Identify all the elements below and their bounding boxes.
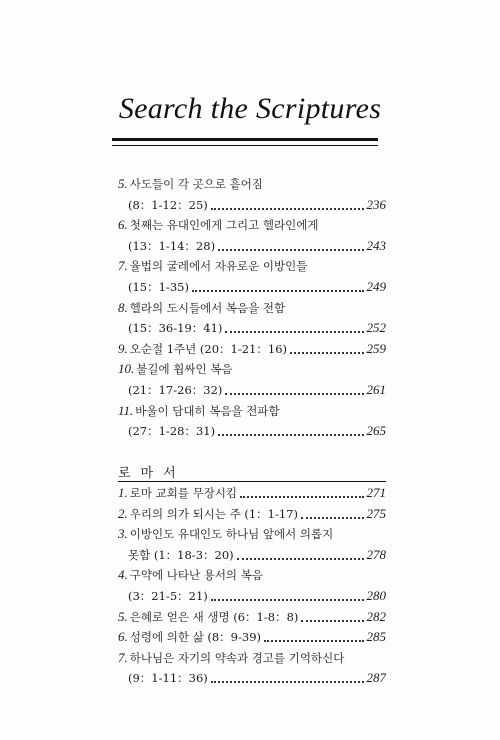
toc-page-number: 285 — [366, 629, 386, 645]
toc-entry-title: 율법의 굴레에서 자유로운 이방인들 — [129, 259, 308, 274]
toc-page-number: 275 — [366, 505, 386, 521]
toc-entry-line — [118, 628, 386, 646]
dot-leader — [225, 331, 363, 333]
dot-leader — [211, 599, 364, 601]
toc-entry-line — [118, 546, 386, 564]
title-rule — [112, 138, 378, 146]
toc-entry-line — [118, 566, 386, 584]
toc-entry-line — [118, 505, 386, 523]
toc-entry-text — [118, 587, 208, 605]
toc-page-number: 282 — [366, 608, 386, 624]
toc-entry-line — [118, 257, 386, 275]
toc-entry-title: 헬라의 도시들에서 복음을 전함 — [129, 300, 286, 315]
toc-entry-title: 은혜로 얻은 새 생명 (6：1-8：8) — [129, 609, 299, 624]
toc-entry-text — [118, 505, 298, 523]
toc-entry-text — [118, 175, 263, 193]
toc-entry-number: 3. — [118, 526, 128, 542]
toc-entry-text — [118, 525, 333, 543]
toc-entry-text — [118, 278, 189, 296]
dot-leader — [301, 620, 363, 622]
toc-entry-line — [118, 340, 386, 358]
toc-entry-text — [118, 628, 261, 646]
toc-entry-line — [118, 381, 386, 399]
toc-page-number: 243 — [366, 237, 386, 253]
toc-entry-number: 8. — [118, 299, 128, 315]
toc-entry-text — [118, 319, 222, 337]
toc-entry-line — [118, 669, 386, 687]
toc-entry-title: (9：1-11：36) — [128, 671, 208, 686]
toc-entry-line — [118, 278, 386, 296]
toc-entry-line — [118, 649, 386, 667]
toc-entry-title: 구약에 나타난 용서의 복음 — [129, 568, 263, 583]
toc-entry-text — [118, 402, 280, 420]
toc-page-number: 259 — [366, 340, 386, 356]
toc-entry-text — [118, 649, 344, 667]
toc-entry-number: 2. — [118, 505, 128, 521]
toc-entry-line — [118, 196, 386, 214]
toc-entry-line — [118, 360, 386, 378]
toc-entry-number: 7. — [118, 649, 128, 665]
toc-entry-text — [118, 669, 208, 687]
toc-entry-title: 불길에 휩싸인 복음 — [136, 362, 233, 377]
toc-entry-text — [118, 546, 234, 564]
toc-entry-number: 9. — [118, 340, 128, 356]
toc-entry-title: 오순절 1주년 (20：1-21：16) — [129, 341, 287, 356]
dot-leader — [290, 352, 364, 354]
toc-entry-title: (3：21-5：21) — [128, 589, 208, 603]
toc-entry-title: (21：17-26：32) — [128, 383, 223, 397]
toc-entry-number: 5. — [118, 176, 128, 191]
toc-page-number: 287 — [366, 670, 386, 686]
dot-leader — [192, 290, 364, 292]
toc-entry-number: 4. — [118, 567, 128, 583]
toc-entry-text — [118, 566, 263, 584]
toc-entry-text — [118, 237, 215, 255]
toc-page-number: 249 — [366, 279, 386, 294]
toc-page-number: 271 — [366, 485, 386, 500]
toc-entry-number: 10. — [118, 361, 135, 377]
toc-entry-number: 6. — [118, 629, 128, 645]
toc-entry-text — [118, 216, 318, 234]
toc-entry-title: 성령에 의한 삶 (8：9-39) — [129, 630, 261, 645]
toc-entry-title: 이방인도 유대인도 하나님 앞에서 의롭지 — [129, 527, 334, 542]
toc-entry-text — [118, 484, 237, 502]
dot-leader — [218, 249, 363, 251]
toc-entry-line — [118, 587, 386, 605]
toc-page-number: 280 — [366, 588, 386, 603]
toc-entry-title: 하나님은 자기의 약속과 경고를 기억하신다 — [129, 650, 345, 665]
section-heading-romans: 로마서 — [118, 466, 186, 481]
toc-entry-number: 6. — [118, 217, 128, 233]
toc-entry-line — [118, 402, 386, 420]
toc-entry-number: 7. — [118, 258, 128, 274]
toc-page-number: 278 — [366, 546, 386, 562]
toc-entry-title: (15：1-35) — [128, 280, 189, 294]
dot-leader — [211, 208, 364, 210]
dot-leader — [264, 640, 364, 642]
toc-entry-title: (8：1-12：25) — [128, 197, 208, 212]
toc-entry-line — [118, 525, 386, 543]
toc-entry-line — [118, 175, 386, 193]
toc-page-number: 236 — [366, 196, 386, 212]
page-title: Search the Scriptures — [118, 92, 382, 125]
toc-entry-title: 첫째는 유대인에게 그리고 헬라인에게 — [129, 218, 319, 233]
section-rule — [118, 481, 386, 482]
toc-entry-text — [118, 257, 307, 275]
toc-page-number: 252 — [366, 320, 386, 336]
dot-leader — [218, 434, 363, 436]
toc-page-number: 265 — [366, 423, 386, 439]
toc-entry-title: 바울이 담대히 복음을 전파함 — [135, 403, 280, 418]
toc-entry-title: (27：1-28：31) — [128, 424, 216, 439]
toc-entry-text — [118, 422, 215, 440]
toc-entry-text — [118, 196, 208, 214]
toc-entry-title: 사도들이 각 곳으로 흩어짐 — [129, 177, 263, 191]
toc-entry-title: 못함 (1：18-3：20) — [128, 547, 234, 562]
toc-entry-line — [118, 299, 386, 317]
toc-entry-line — [118, 216, 386, 234]
dot-leader — [211, 681, 364, 683]
toc-entry-text — [118, 360, 232, 378]
toc-entry-title: (15：36-19：41) — [128, 321, 223, 336]
toc-entry-line — [118, 237, 386, 255]
toc-entry-text — [118, 381, 222, 399]
dot-leader — [237, 558, 364, 560]
toc-entry-line — [118, 484, 386, 502]
toc-entry-text — [118, 299, 285, 317]
toc-entry-line — [118, 422, 386, 440]
toc-entry-number: 11. — [118, 402, 134, 418]
toc-entry-title: (13：1-14：28) — [128, 238, 216, 253]
toc-page-number: 261 — [366, 382, 386, 397]
toc-entry-text — [118, 340, 287, 358]
toc-entry-number: 5. — [118, 608, 128, 624]
toc-entry-text — [118, 608, 298, 626]
dot-leader — [240, 496, 363, 498]
toc-entry-number: 1. — [118, 485, 128, 500]
toc-entry-title: 로마 교회를 무장시킴 — [129, 486, 238, 500]
dot-leader — [301, 517, 364, 519]
toc-entry-line — [118, 608, 386, 626]
toc-entry-title: 우리의 의가 되시는 주 (1：1-17) — [129, 506, 298, 521]
toc-entry-line — [118, 319, 386, 337]
dot-leader — [225, 393, 363, 395]
